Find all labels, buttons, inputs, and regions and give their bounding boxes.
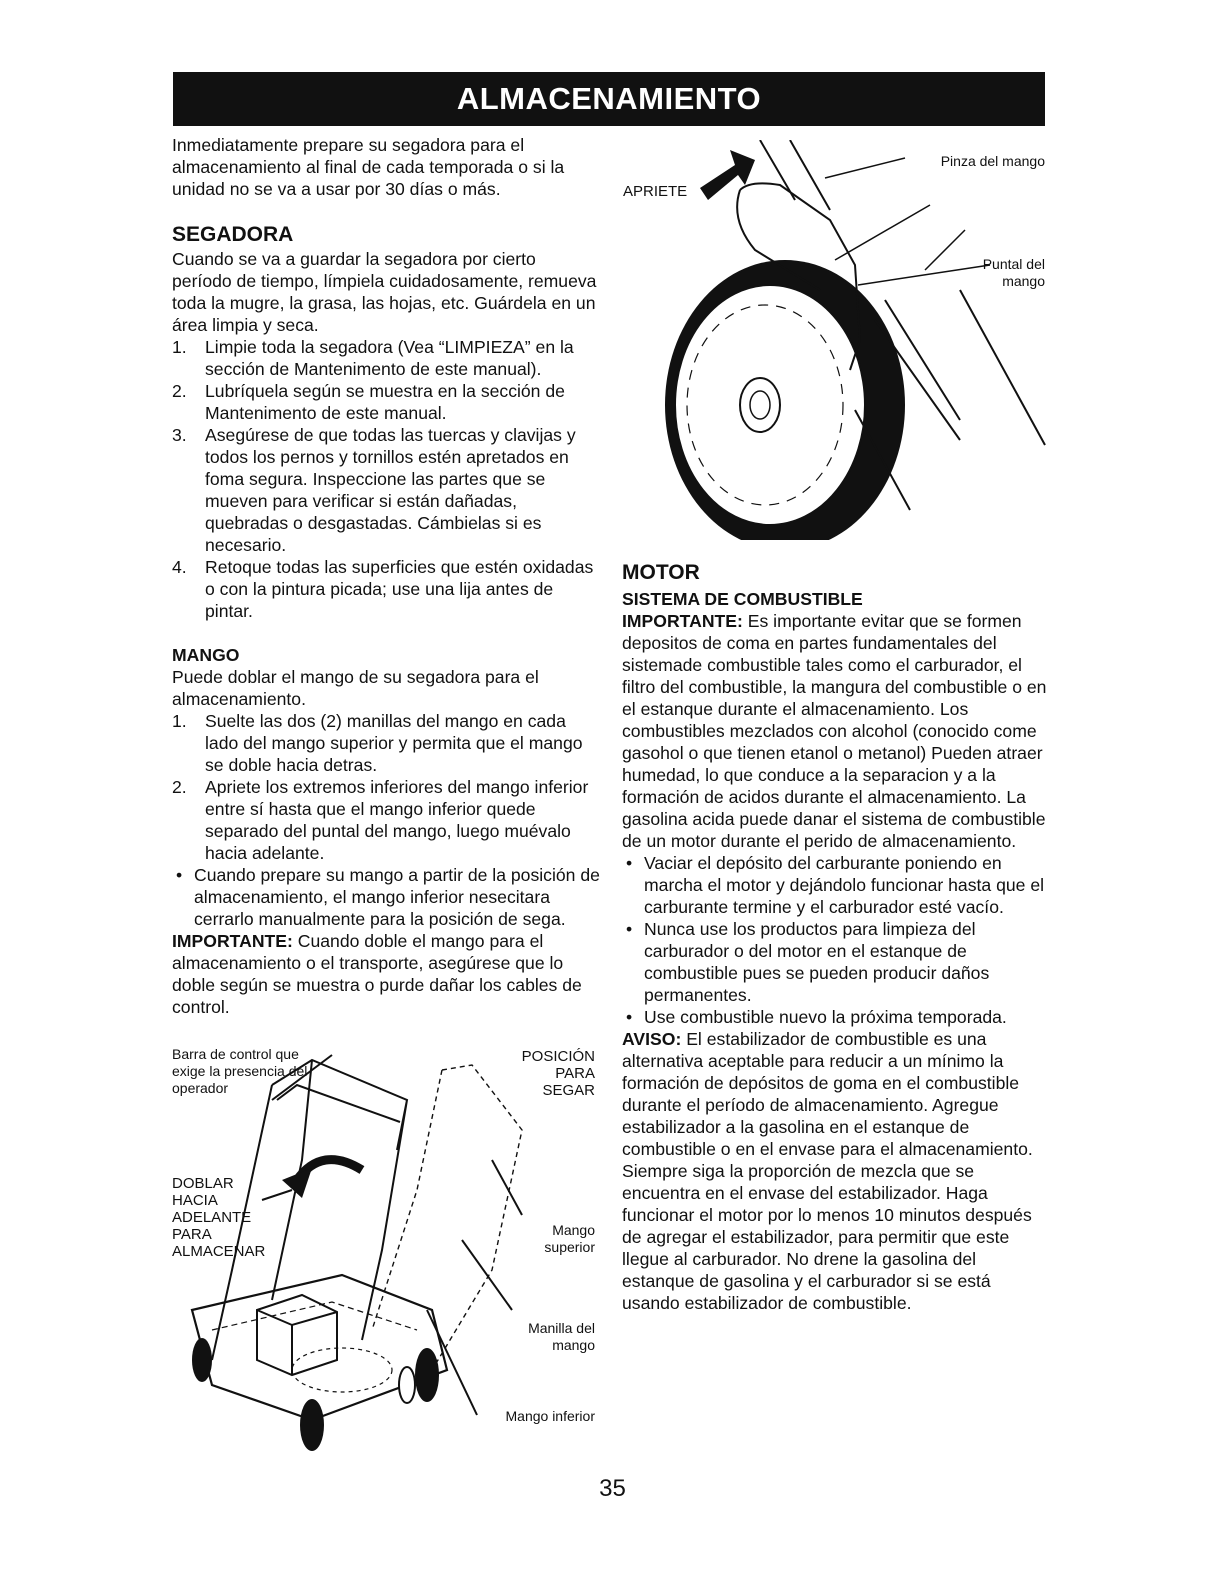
mango-list — [172, 710, 600, 864]
segadora-list — [172, 336, 600, 622]
left-column — [172, 134, 600, 1018]
page-number: 35 — [599, 1475, 626, 1502]
list-item: 1. Suelte las dos (2) manillas del mango en cada lado del mango superior y permita que el mango se doble hacia detras. — [172, 711, 583, 775]
list-item: 2. Apriete los extremos inferiores del mango inferior entre sí hasta que el mango inferior quede separado del puntal del mango, luego muévalo hacia adelante. — [172, 777, 589, 863]
list-item: • Use combustible nuevo la próxima temporada. — [622, 1006, 1047, 1028]
list-item: 4. Retoque todas las superficies que estén oxidadas o con la pintura picada; use una lija antes de pintar. — [172, 557, 594, 621]
mango-important: IMPORTANTE: Cuando doble el mango para el almacenamiento o el transporte, asegúrese que lo doble según se muestra o purde dañar los cables de control. — [172, 931, 582, 1017]
motor-bullets — [622, 852, 1047, 1028]
label-lower-handle: Mango inferior — [505, 1408, 595, 1424]
mango-paragraph: Puede doblar el mango de su segadora para el almacenamiento. — [172, 667, 539, 709]
motor-heading: MOTOR — [622, 561, 700, 584]
label-control-bar: Barra de control que exige la presencia del operador — [172, 1046, 308, 1096]
right-column — [622, 560, 1047, 1314]
list-item: 1. Limpie toda la segadora (Vea “LIMPIEZA” en la sección de Mantenimento de este manual). — [172, 337, 574, 379]
mango-bullet: • Cuando prepare su mango a partir de la posición de almacenamiento, el mango inferior nesecitara cerrarlo manualmente para la posición de sega. — [172, 864, 600, 930]
label-fold-forward: DOBLAR HACIA ADELANTE PARA ALMACENAR — [172, 1175, 266, 1260]
mango-heading: MANGO — [172, 645, 240, 665]
label-handle-strut: Puntal del mango — [982, 256, 1045, 289]
fuel-system-subheading: SISTEMA DE COMBUSTIBLE — [622, 589, 863, 609]
label-press: APRIETE — [623, 183, 688, 200]
label-handle-clip: Pinza del mango — [940, 153, 1045, 169]
list-item: 3. Asegúrese de que todas las tuercas y clavijas y todos los pernos y tornillos estén apretados en foma segura. Inspeccione las partes que se mueven para verificar si están dañadas, quebradas o desgastadas. Cámbielas si es necesario. — [172, 425, 576, 555]
motor-notice: AVISO: El estabilizador de combustible es una alternativa aceptable para reducir a un mínimo la formación de depósitos de goma en el combustible durante el período de almacenamiento. Agregue estabilizador a la gasolina en el estanque de combustible o en el envase para el almacenamiento. Siempre siga la proporción de mezcla que se encuentra en el envase del estabilizador. Haga funcionar el motor por lo menos 10 minutos después de agregar el estabilizador, para permitir que este llegue al carburador. No drene la gasolina del estanque de gasolina y el carburador si se está usando estabilizador de combustible. — [622, 1029, 1033, 1313]
label-handle-knob: Manilla del mango — [528, 1320, 595, 1353]
segadora-paragraph: Cuando se va a guardar la segadora por cierto período de tiempo, límpiela cuidadosamente, remueva toda la mugre, la grasa, las hojas, etc. Guárdela en un área limpia y seca. — [172, 249, 597, 335]
wheel-illustration — [660, 140, 1050, 540]
list-item: • Nunca use los productos para limpieza del carburador o del motor en el estanque de combustible pues se pueden producir daños permanentes. — [622, 918, 1047, 1006]
label-upper-handle: Mango superior — [544, 1222, 595, 1255]
motor-important: IMPORTANTE: Es importante evitar que se formen depositos de coma en partes fundamentales del sistemade combustible tales como el carburador, el filtro del combustible, la mangura del combustible o en el estanque durante el almacenamiento. Los combustibles mezclados con alcohol (conocido come gasohol o que tienen etanol o metanol) Pueden atraer humedad, lo que conduce a la separacion y a la formación de acidos durante el almacenamiento. La gasolina acida puede danar el sistema de combustible de un motor durante el perido de almacenamiento. — [622, 611, 1047, 851]
list-item: • Vaciar el depósito del carburante poniendo en marcha el motor y dejándolo funcionar hasta que el carburante termine y el carburador esté vacío. — [622, 852, 1047, 918]
intro-paragraph: Inmediatamente prepare su segadora para el almacenamiento al final de cada temporada o si la unidad no se va a usar por 30 días o más. — [172, 135, 565, 199]
mower-illustration — [172, 1040, 602, 1460]
page-title-banner: ALMACENAMIENTO — [173, 72, 1045, 126]
segadora-heading: SEGADORA — [172, 223, 294, 246]
label-mowing-position: POSICIÓN PARA SEGAR — [521, 1048, 595, 1099]
list-item: 2. Lubríquela según se muestra en la sección de Mantenimento de este manual. — [172, 381, 565, 423]
